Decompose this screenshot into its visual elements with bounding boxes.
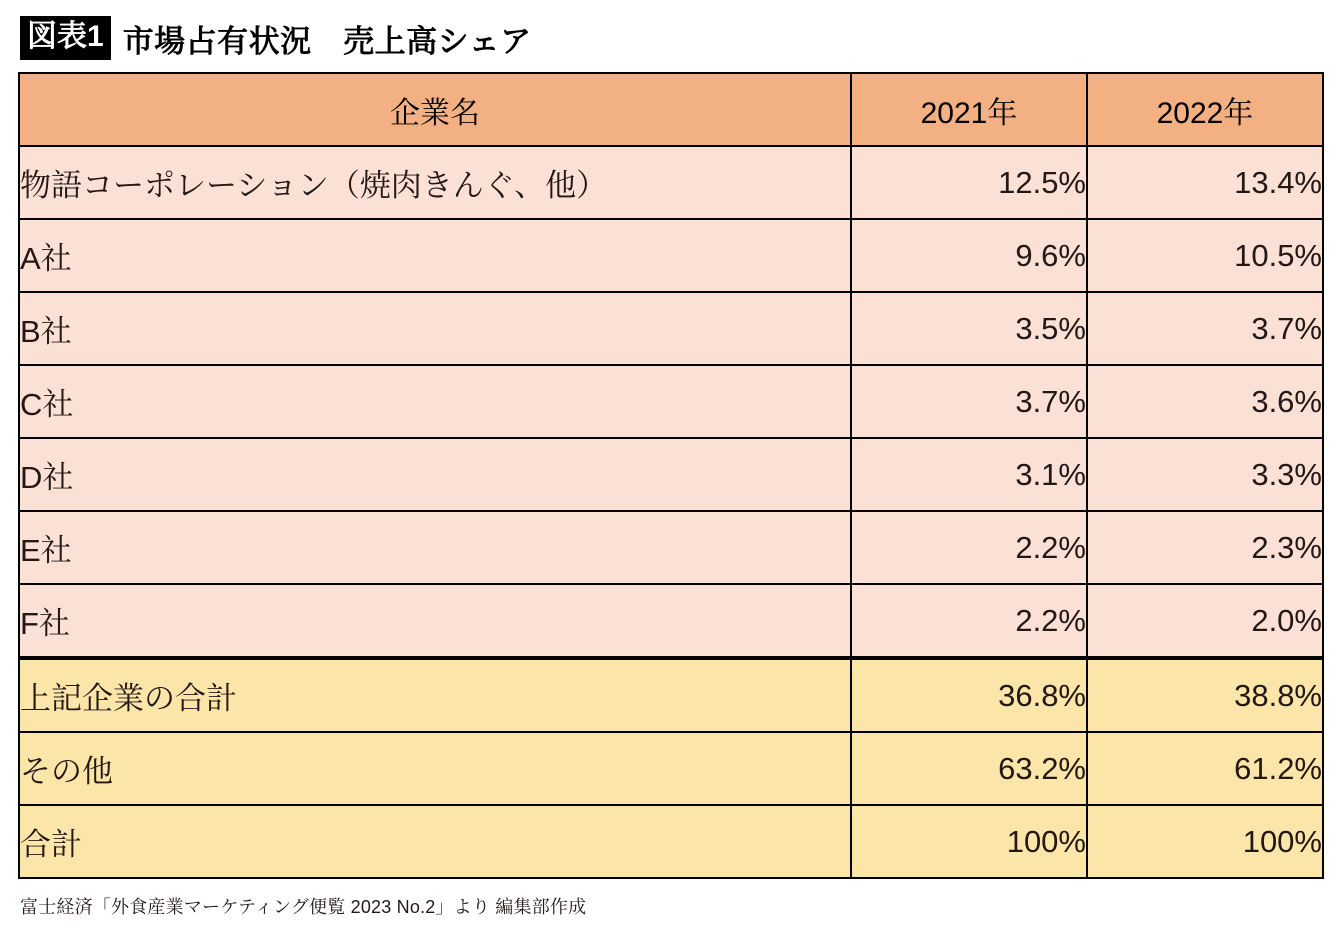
cell-company-name: 上記企業の合計 (19, 658, 851, 732)
cell-value-2021: 9.6% (851, 219, 1087, 292)
table-row-other (19, 732, 1323, 805)
table-row (19, 438, 1323, 511)
cell-value-2022: 3.6% (1087, 365, 1323, 438)
cell-company-name: その他 (19, 732, 851, 805)
cell-value-2022: 3.7% (1087, 292, 1323, 365)
cell-company-name: 合計 (19, 805, 851, 878)
cell-value-2021: 12.5% (851, 146, 1087, 219)
cell-company-name: 物語コーポレーション（焼肉きんぐ、他） (19, 146, 851, 219)
table-row (19, 219, 1323, 292)
table-row (19, 146, 1323, 219)
table-row (19, 365, 1323, 438)
share-table-container (18, 72, 1322, 879)
cell-value-2021: 100% (851, 805, 1087, 878)
cell-value-2022: 2.0% (1087, 584, 1323, 658)
share-table (18, 72, 1324, 879)
cell-company-name: B社 (19, 292, 851, 365)
cell-value-2021: 2.2% (851, 511, 1087, 584)
cell-company-name: D社 (19, 438, 851, 511)
cell-value-2021: 3.5% (851, 292, 1087, 365)
figure-number-badge: 図表1 (20, 16, 111, 60)
cell-value-2021: 63.2% (851, 732, 1087, 805)
table-row (19, 292, 1323, 365)
cell-value-2021: 3.7% (851, 365, 1087, 438)
cell-company-name: A社 (19, 219, 851, 292)
cell-company-name: E社 (19, 511, 851, 584)
page-title (18, 12, 1322, 64)
cell-value-2022: 3.3% (1087, 438, 1323, 511)
table-row (19, 584, 1323, 658)
column-header-2021: 2021年 (851, 73, 1087, 146)
table-row-subtotal (19, 658, 1323, 732)
cell-value-2022: 38.8% (1087, 658, 1323, 732)
column-header-company: 企業名 (19, 73, 851, 146)
cell-value-2022: 61.2% (1087, 732, 1323, 805)
source-note: 富士経済「外食産業マーケティング便覧 2023 No.2」より 編集部作成 (20, 897, 587, 917)
cell-value-2022: 13.4% (1087, 146, 1323, 219)
column-header-2022: 2022年 (1087, 73, 1323, 146)
cell-value-2022: 10.5% (1087, 219, 1323, 292)
cell-value-2022: 2.3% (1087, 511, 1323, 584)
table-row (19, 511, 1323, 584)
table-header-row (19, 73, 1323, 146)
table-row-total (19, 805, 1323, 878)
figure-title-text: 市場占有状況 売上高シェア (122, 23, 532, 59)
cell-value-2021: 3.1% (851, 438, 1087, 511)
cell-value-2022: 100% (1087, 805, 1323, 878)
table-header (19, 73, 1323, 146)
table-body (19, 146, 1323, 878)
cell-company-name: C社 (19, 365, 851, 438)
cell-value-2021: 2.2% (851, 584, 1087, 658)
cell-value-2021: 36.8% (851, 658, 1087, 732)
cell-company-name: F社 (19, 584, 851, 658)
